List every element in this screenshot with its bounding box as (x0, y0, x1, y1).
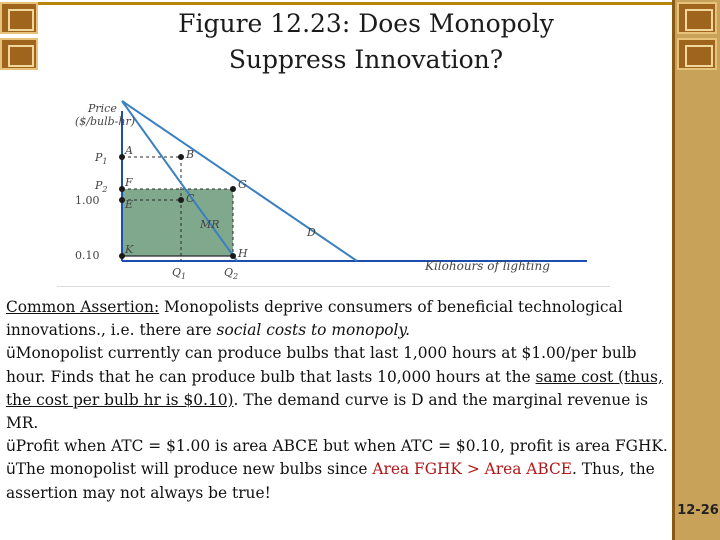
conclusion-tail: . Thus, the assertion may not always be true! (6, 460, 655, 502)
y-axis-label-1: Price (88, 102, 117, 115)
sidebar-ornament (677, 38, 717, 70)
slide-title (60, 6, 672, 78)
corner-ornament (0, 38, 38, 70)
label-c: C (186, 192, 195, 205)
conclusion-text: The monopolist will produce new bulbs since (15, 460, 373, 479)
check-mark-icon: ü (6, 437, 16, 456)
tick-010: 0.10 (75, 249, 100, 262)
assertion-label: Common Assertion: (6, 298, 160, 316)
paragraph-conclusion (6, 458, 668, 504)
tick-p2: $P_2$ (95, 179, 108, 194)
label-k: K (125, 243, 134, 256)
tick-100: 1.00 (75, 194, 100, 207)
label-e: E (125, 198, 134, 211)
slide-body (6, 296, 668, 505)
diagram-svg (57, 96, 610, 286)
tick-p1: $P_1$ (95, 151, 108, 166)
profit-text: Profit when ATC = $1.00 is area ABCE but when ATC = $0.10, profit is area FGHK. (15, 437, 668, 456)
label-g: G (238, 178, 247, 191)
label-a: A (125, 144, 133, 157)
conclusion-highlight: Area FGHK > Area ABCE (372, 460, 572, 479)
assertion-text: Monopolists deprive consumers of beneficial technological innovations., i.e. there are (6, 298, 623, 340)
point-b-dot (178, 154, 184, 160)
point-c-dot (178, 197, 184, 203)
title-line-1: Figure 12.23: Does Monopoly (178, 9, 554, 38)
assertion-italic: social costs to monopoly. (216, 321, 410, 340)
monopoly-diagram (57, 96, 610, 287)
paragraph-profit (6, 435, 668, 458)
top-rule (0, 2, 672, 5)
bulbs-text: Monopolist currently can produce bulbs that last 1,000 hours at $1.00/per bulb hour. Finds that he can produce bulb that lasts 10,000 hours at the (6, 344, 637, 386)
point-h-dot (230, 253, 236, 259)
paragraph-bulbs (6, 342, 668, 435)
label-b: B (186, 148, 195, 161)
bulbs-tail: . The demand curve is D and the marginal revenue is MR. (6, 390, 649, 433)
sidebar-stripe (672, 0, 675, 540)
check-mark-icon: ü (6, 344, 16, 363)
bulbs-underline: same cost (thus, the cost per bulb hr is $0.10) (6, 367, 663, 409)
slide-number: 12-26 (677, 503, 719, 518)
x-axis-label: Kilohours of lighting (425, 259, 550, 273)
corner-ornament (0, 2, 38, 34)
label-f: F (125, 176, 133, 189)
paragraph-assertion (6, 296, 668, 342)
label-d: D (307, 226, 316, 239)
tick-q1: $Q_1$ (172, 266, 187, 281)
point-g-dot (230, 186, 236, 192)
title-line-2: Suppress Innovation? (228, 45, 504, 74)
decorative-sidebar (672, 0, 720, 540)
sidebar-ornament (677, 2, 717, 34)
label-mr: MR (200, 218, 220, 231)
tick-q2: $Q_2$ (224, 266, 239, 281)
y-axis-label-2: ($/bulb-hr) (75, 115, 136, 128)
check-mark-icon: ü (6, 460, 16, 479)
label-h: H (238, 247, 248, 260)
